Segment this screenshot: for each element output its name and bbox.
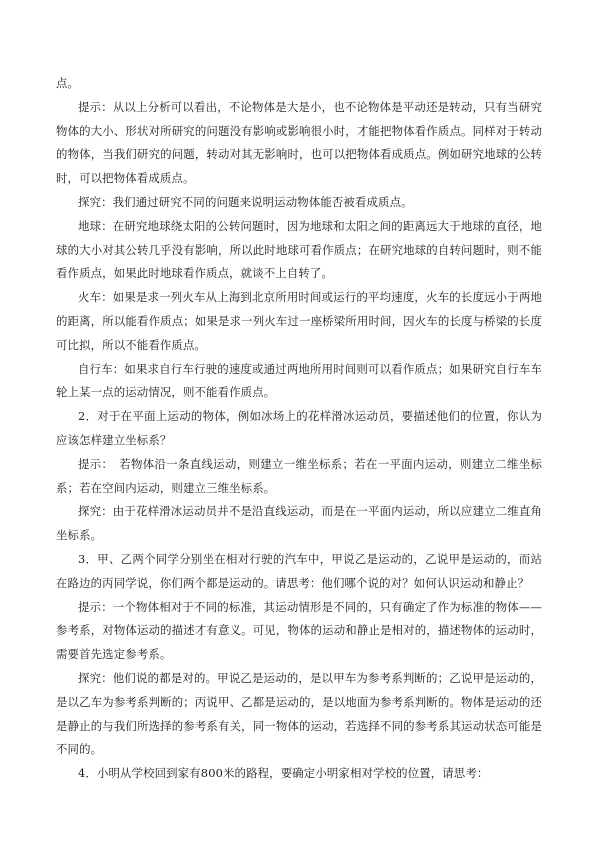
paragraph-explore-skating: 探究：由于花样滑冰运动员并不是沿直线运动，而是在一平面内运动，所以应建立二维直角坐标系。 bbox=[56, 504, 542, 543]
question-2: 2．对于在平面上运动的物体，例如冰场上的花样滑冰运动员，要描述他们的位置，你认为应该怎样建立坐标系？ bbox=[56, 409, 542, 447]
document-page bbox=[56, 72, 542, 786]
paragraph-explore-reference-frame: 探究：他们说的都是对的。甲说乙是运动的，是以甲车为参考系判断的；乙说甲是运动的，是以乙车为参考系判断的；丙说甲、乙都是运动的，是以地面为参考系判断的。物体是运动的还是静止的与我们所选择的参考系有关，同一物体的运动，若选择不同的参考系其运动状态可能是不同的。 bbox=[56, 670, 542, 757]
paragraph-continuation: 点。 bbox=[56, 76, 80, 90]
paragraph-explore-intro: 探究：我们通过研究不同的问题来说明运动物体能否被看成质点。 bbox=[78, 194, 413, 209]
paragraph-hint-reference-frame: 提示：一个物体相对于不同的标准，其运动情形是不同的，只有确定了作为标准的物体——参考系，对物体运动的描述才有意义。可见，物体的运动和静止是相对的，描述物体的运动时，需要首先选定参考系。 bbox=[56, 599, 542, 662]
paragraph-bicycle: 自行车：如果求自行车行驶的速度或通过两地所用时间则可以看作质点；如果研究自行车车轮上某一点的运动情况，则不能看作质点。 bbox=[56, 361, 542, 400]
question-4: 4．小明从学校回到家有800米的路程，要确定小明家相对学校的位置，请思考： bbox=[78, 766, 489, 781]
paragraph-train: 火车：如果是求一列火车从上海到北京所用时间或运行的平均速度，火车的长度远小于两地的距离，所以能看作质点；如果是求一列火车过一座桥梁所用时间，因火车的长度与桥梁的长度可比拟，所以不能看作质点。 bbox=[56, 290, 542, 352]
paragraph-earth: 地球：在研究地球绕太阳的公转问题时，因为地球和太阳之间的距离远大于地球的直径，地球的大小对其公转几乎没有影响，所以此时地球可看作质点；在研究地球的自转问题时，则不能看作质点，如果此时地球看作质点，就谈不上自转了。 bbox=[56, 218, 542, 281]
question-3: 3．甲、乙两个同学分别坐在相对行驶的汽车中，甲说乙是运动的，乙说甲是运动的，而站在路边的丙同学说，你们两个都是运动的。请思考：他们哪个说的对？如何认识运动和静止？ bbox=[56, 551, 542, 590]
paragraph-hint-particle: 提示：从以上分析可以看出，不论物体是大是小，也不论物体是平动还是转动，只有当研究物体的大小、形状对所研究的问题没有影响或影响很小时，才能把物体看作质点。同样对于转动的物体，当我们研究的问题，转动对其无影响时，也可以把物体看成质点。例如研究地球的公转时，可以把物体看成质点。 bbox=[56, 99, 542, 186]
paragraph-hint-coordinates: 提示： 若物体沿一条直线运动，则建立一维坐标系；若在一平面内运动，则建立二维坐标系；若在空间内运动，则建立三维坐标系。 bbox=[56, 456, 542, 495]
